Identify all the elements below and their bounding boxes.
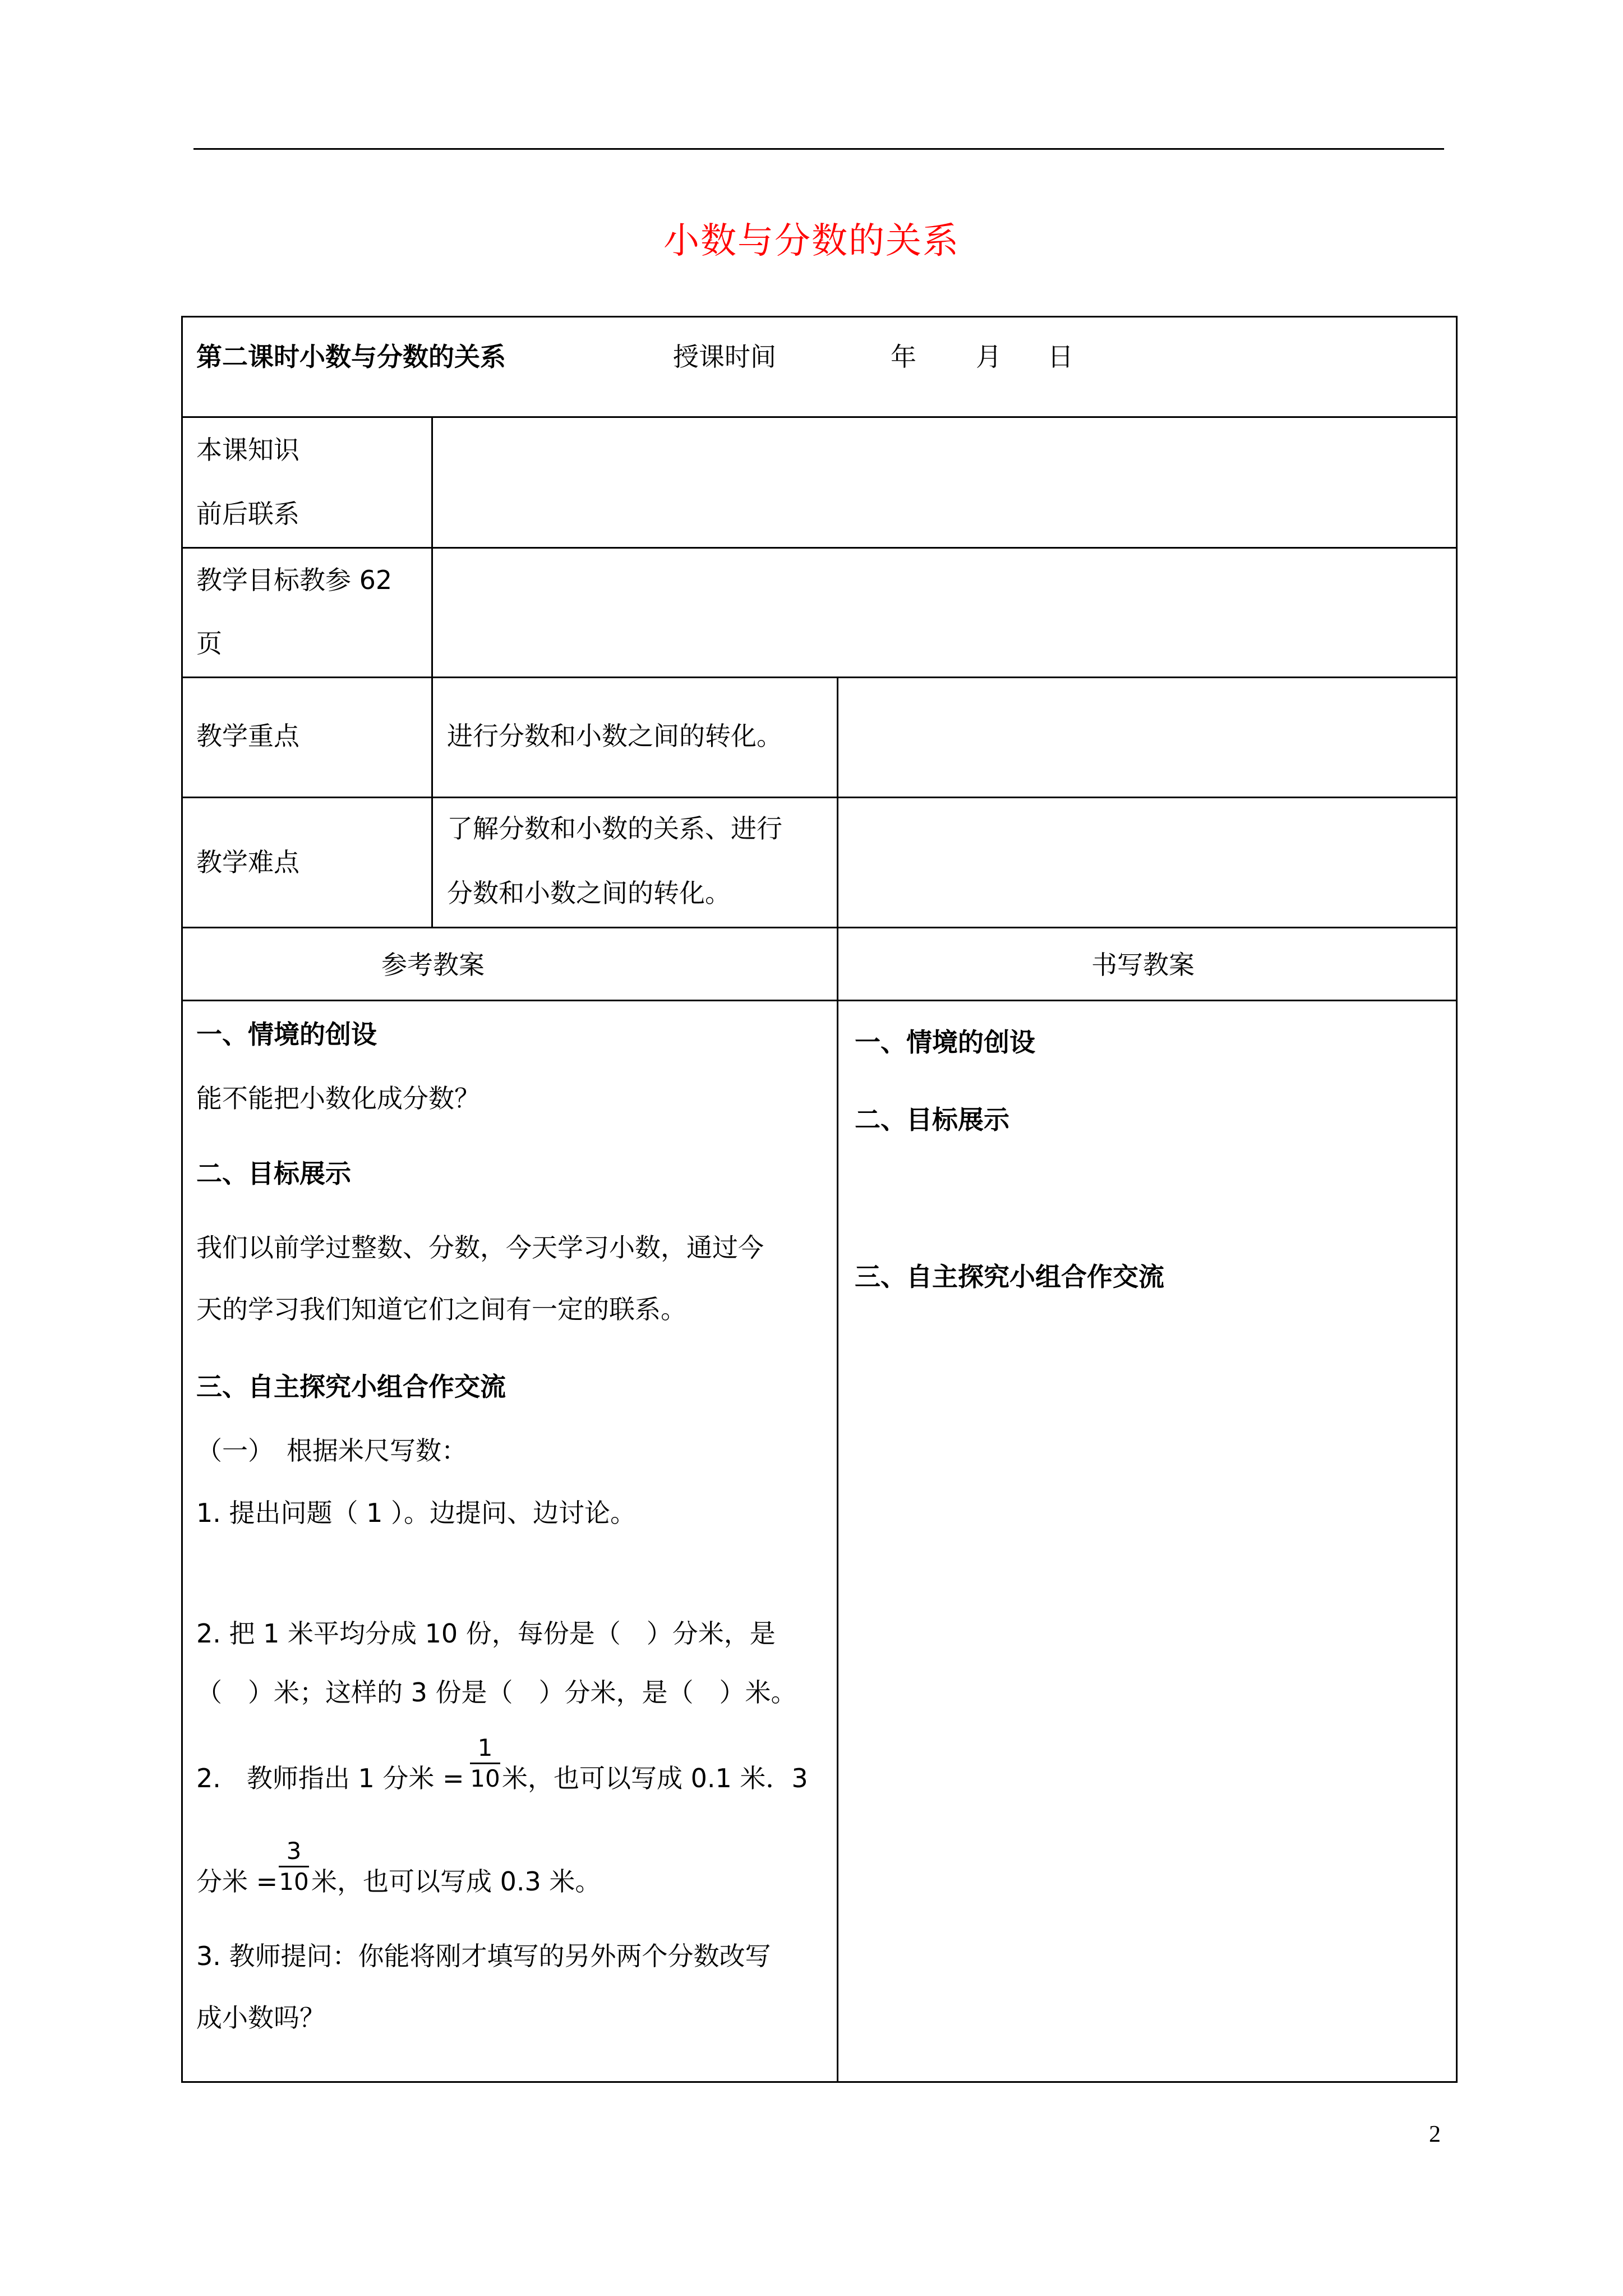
section-text: 能不能把小数化成分数？ [196, 1083, 480, 1114]
teaching-difficulty-value: 分数和小数之间的转化。 [447, 878, 731, 908]
subsection-heading: （一） 根据米尺写数： [196, 1435, 467, 1466]
section-heading: 三、自主探究小组合作交流 [855, 1262, 1164, 1292]
day-label: 日 [1048, 342, 1073, 372]
section-heading: 一、情境的创设 [855, 1027, 1035, 1057]
page-number: 2 [1429, 2122, 1441, 2147]
list-item: 2. 把 1 米平均分成 10 份，每份是（ ）分米，是 [196, 1618, 776, 1649]
fraction-denominator: 10 [279, 1868, 309, 1895]
list-item: 米，也可以写成 0.3 米。 [311, 1866, 601, 1897]
section-text: 我们以前学过整数、分数，今天学习小数，通过今 [196, 1232, 764, 1263]
row-divider [181, 797, 1458, 798]
fraction-numerator: 3 [286, 1837, 302, 1865]
teaching-difficulty-label: 教学难点 [196, 847, 299, 877]
list-item: 成小数吗？ [196, 2003, 325, 2033]
row-divider [181, 416, 1458, 418]
teaching-difficulty-value: 了解分数和小数的关系、进行 [447, 813, 782, 844]
row-divider [181, 1000, 1458, 1001]
column-divider [431, 416, 433, 927]
fraction-one-tenth [470, 1734, 500, 1792]
section-heading: 二、目标展示 [855, 1105, 1009, 1135]
teaching-goal-label: 教学目标教参 62 [196, 565, 393, 595]
list-item: 1. 提出问题（ 1 ）。边提问、边讨论。 [196, 1498, 637, 1528]
fraction-bar [470, 1763, 500, 1764]
list-item: 分米 = [196, 1866, 278, 1897]
row-divider [181, 547, 1458, 549]
knowledge-label: 本课知识 [196, 435, 299, 465]
reference-plan-header: 参考教案 [381, 950, 485, 980]
section-heading: 三、自主探究小组合作交流 [196, 1372, 506, 1402]
list-item: 2. 教师指出 1 分米 = [196, 1763, 464, 1793]
fraction-bar [279, 1866, 309, 1867]
section-heading: 一、情境的创设 [196, 1019, 377, 1050]
teaching-focus-value: 进行分数和小数之间的转化。 [447, 721, 782, 751]
column-divider [837, 677, 838, 2083]
fraction-denominator: 10 [470, 1765, 500, 1792]
section-heading: 二、目标展示 [196, 1158, 351, 1189]
row-divider [181, 927, 1458, 928]
year-label: 年 [891, 342, 916, 372]
document-title: 小数与分数的关系 [663, 220, 960, 262]
section-text: 天的学习我们知道它们之间有一定的联系。 [196, 1294, 686, 1324]
month-label: 月 [976, 342, 1002, 372]
class-time-label: 授课时间 [673, 342, 776, 372]
writing-plan-header: 书写教案 [1091, 950, 1195, 980]
list-item: （ ）米；这样的 3 份是（ ）分米，是（ ）米。 [196, 1677, 797, 1708]
teaching-focus-label: 教学重点 [196, 721, 299, 751]
fraction-three-tenths [279, 1838, 309, 1895]
teaching-goal-label: 页 [196, 628, 222, 659]
list-item: 3. 教师提问：你能将刚才填写的另外两个分数改写 [196, 1941, 771, 1971]
fraction-numerator: 1 [477, 1734, 493, 1761]
header-rule [193, 148, 1444, 150]
knowledge-label: 前后联系 [196, 499, 299, 529]
lesson-title: 第二课时小数与分数的关系 [196, 342, 506, 372]
row-divider [181, 677, 1458, 678]
list-item: 米，也可以写成 0.1 米．3 [502, 1763, 808, 1793]
